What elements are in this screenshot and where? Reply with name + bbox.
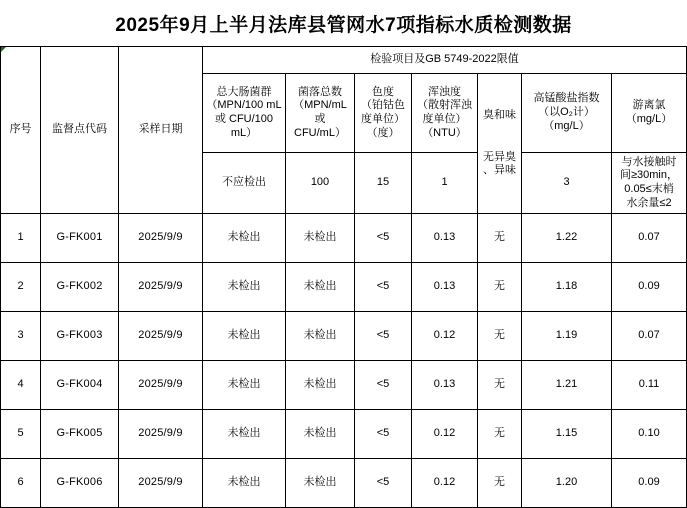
- limit-turbidity: 1: [412, 153, 478, 214]
- cell-free-chlorine: 0.07: [612, 214, 687, 263]
- header-group-title: 检验项目及GB 5749-2022限值: [203, 47, 687, 74]
- header-line: （mg/L）: [625, 113, 673, 125]
- header-sample-date: 采样日期: [119, 47, 203, 214]
- header-col-turbidity: [412, 74, 478, 153]
- cell-odor-taste: 无: [478, 361, 522, 410]
- cell-odor-taste: 无: [478, 410, 522, 459]
- header-line: 或 CFU/100: [214, 113, 274, 125]
- header-line: 色度: [372, 85, 394, 98]
- header-index: 序号: [1, 47, 41, 214]
- header-line: 度单位）: [361, 113, 405, 125]
- table-row: [1, 312, 687, 361]
- cell-colony-count: 未检出: [286, 361, 355, 410]
- header-col-permanganate-index: [522, 74, 612, 153]
- header-line: （散射浑浊: [417, 99, 472, 112]
- header-col-odor-taste: [478, 74, 522, 214]
- table-row: [1, 263, 687, 312]
- cell-colony-count: 未检出: [286, 214, 355, 263]
- cell-odor-taste: 无: [478, 214, 522, 263]
- header-line: （MPN/mL: [293, 99, 347, 112]
- cell-sample-date: 2025/9/9: [119, 361, 203, 410]
- limit-line: 0.05≤末梢: [624, 183, 674, 195]
- table-row: [1, 214, 687, 263]
- cell-point-code: G-FK003: [41, 312, 119, 361]
- cell-permanganate-index: 1.18: [522, 263, 612, 312]
- header-line: （NTU）: [422, 126, 467, 139]
- cell-sample-date: 2025/9/9: [119, 312, 203, 361]
- header-line: 游离氯: [632, 99, 666, 112]
- limit-line: 、异味: [483, 164, 516, 177]
- cell-chroma: <5: [355, 459, 412, 508]
- header-line: 浑浊度: [428, 85, 461, 98]
- header-line: （铂钴色: [361, 99, 405, 112]
- header-line: 高锰酸盐指数: [533, 92, 600, 105]
- header-line: （MPN/100 mL: [206, 99, 282, 112]
- limit-line: 间≥30min，: [620, 169, 678, 182]
- header-col-chroma: [355, 74, 412, 153]
- header-line: （mg/L）: [543, 119, 590, 132]
- cell-point-code: G-FK004: [41, 361, 119, 410]
- cell-total-coliform: 未检出: [203, 263, 286, 312]
- cell-odor-taste: 无: [478, 263, 522, 312]
- cell-point-code: G-FK006: [41, 459, 119, 508]
- header-point-code: 监督点代码: [41, 47, 119, 214]
- cell-chroma: <5: [355, 312, 412, 361]
- header-line: （度）: [366, 126, 400, 139]
- limit-permanganate-index: 3: [522, 153, 612, 214]
- cell-chroma: <5: [355, 214, 412, 263]
- cell-permanganate-index: 1.22: [522, 214, 612, 263]
- cell-total-coliform: 未检出: [203, 361, 286, 410]
- cell-turbidity: 0.13: [412, 361, 478, 410]
- cell-sample-date: 2025/9/9: [119, 410, 203, 459]
- page-title: 2025年9月上半月法库县管网水7项指标水质检测数据: [115, 15, 572, 36]
- table-row: [1, 459, 687, 508]
- cell-chroma: <5: [355, 410, 412, 459]
- cell-point-code: G-FK001: [41, 214, 119, 263]
- cell-chroma: <5: [355, 263, 412, 312]
- cell-turbidity: 0.12: [412, 312, 478, 361]
- cell-free-chlorine: 0.07: [612, 312, 687, 361]
- cell-free-chlorine: 0.10: [612, 410, 687, 459]
- header-line: 菌落总数: [298, 85, 342, 98]
- cell-permanganate-index: 1.20: [522, 459, 612, 508]
- limit-line: 无异臭: [483, 150, 516, 163]
- header-col-free-chlorine: [612, 74, 687, 153]
- limit-colony-count: 100: [286, 153, 355, 214]
- cell-free-chlorine: 0.11: [612, 361, 687, 410]
- cell-total-coliform: 未检出: [203, 214, 286, 263]
- cell-index: 3: [1, 312, 41, 361]
- water-quality-table: [0, 46, 687, 508]
- cell-index: 4: [1, 361, 41, 410]
- header-line: 或: [314, 113, 326, 125]
- cell-free-chlorine: 0.09: [612, 263, 687, 312]
- cell-total-coliform: 未检出: [203, 312, 286, 361]
- cell-odor-taste: 无: [478, 459, 522, 508]
- cell-sample-date: 2025/9/9: [119, 459, 203, 508]
- header-line: 总大肠菌群: [216, 85, 272, 98]
- cell-point-code: G-FK005: [41, 410, 119, 459]
- limit-free-chlorine: [612, 153, 687, 214]
- header-col-colony-count: [286, 74, 355, 153]
- cell-colony-count: 未检出: [286, 312, 355, 361]
- limit-chroma: 15: [355, 153, 412, 214]
- cell-permanganate-index: 1.15: [522, 410, 612, 459]
- header-line: 臭和味: [483, 108, 516, 121]
- cell-odor-taste: 无: [478, 312, 522, 361]
- cell-turbidity: 0.13: [412, 214, 478, 263]
- header-line: 度单位）: [422, 113, 467, 125]
- cell-permanganate-index: 1.21: [522, 361, 612, 410]
- cell-colony-count: 未检出: [286, 410, 355, 459]
- cell-index: 2: [1, 263, 41, 312]
- cell-point-code: G-FK002: [41, 263, 119, 312]
- cell-total-coliform: 未检出: [203, 410, 286, 459]
- cell-turbidity: 0.12: [412, 410, 478, 459]
- cell-index: 6: [1, 459, 41, 508]
- cell-chroma: <5: [355, 361, 412, 410]
- cell-permanganate-index: 1.19: [522, 312, 612, 361]
- limit-line: 与水接触时: [621, 155, 677, 168]
- header-col-total-coliform: [203, 74, 286, 153]
- table-row: [1, 410, 687, 459]
- cell-corner-marker-icon: [1, 47, 6, 52]
- limit-total-coliform: 不应检出: [203, 153, 286, 214]
- cell-turbidity: 0.12: [412, 459, 478, 508]
- cell-total-coliform: 未检出: [203, 459, 286, 508]
- table-header-group-row: [1, 47, 687, 74]
- cell-free-chlorine: 0.09: [612, 459, 687, 508]
- limit-line: 水余量≤2: [626, 196, 672, 209]
- header-line: （以O₂计）: [538, 106, 595, 119]
- header-line: CFU/mL）: [294, 126, 346, 139]
- header-line: mL）: [230, 126, 258, 139]
- cell-index: 1: [1, 214, 41, 263]
- cell-index: 5: [1, 410, 41, 459]
- cell-colony-count: 未检出: [286, 459, 355, 508]
- cell-sample-date: 2025/9/9: [119, 263, 203, 312]
- table-row: [1, 361, 687, 410]
- cell-sample-date: 2025/9/9: [119, 214, 203, 263]
- cell-colony-count: 未检出: [286, 263, 355, 312]
- cell-turbidity: 0.13: [412, 263, 478, 312]
